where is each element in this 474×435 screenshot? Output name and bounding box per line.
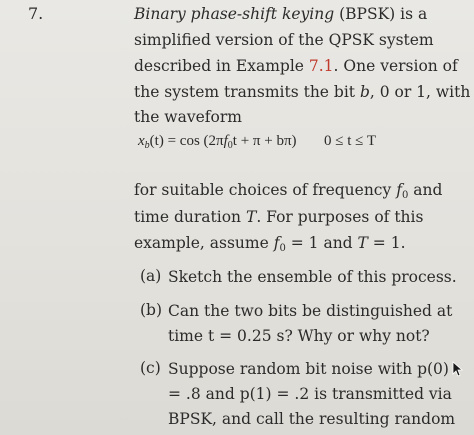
para2-line-1: for suitable choices of frequency $f_0$ and [134, 181, 443, 201]
intro-line-4: the system transmits the bit b, 0 or 1, with [134, 83, 471, 101]
bpsk-title: Binary phase-shift keying [134, 5, 335, 23]
part-c-line-2: = .8 and p(1) = .2 is transmitted via [168, 385, 452, 403]
waveform-equation: $x_b(t) = \cos (2\pi f_0t + \pi + b\pi) 0 \le t \le T$ [138, 133, 377, 151]
intro-line-3: described in Example 7.1. One version of [134, 57, 458, 75]
part-b-line-2: time t = 0.25 s? Why or why not? [168, 327, 430, 345]
part-a-label: (a) [140, 267, 162, 285]
intro-line-5: the waveform [134, 108, 242, 126]
part-a-text: Sketch the ensemble of this process. [168, 268, 457, 286]
intro-line-2: simplified version of the QPSK system [134, 31, 434, 49]
part-c-line-1: Suppose random bit noise with p(0) [168, 360, 449, 378]
part-b-label: (b) [140, 301, 163, 319]
time-range: 0 ≤ t ≤ T [324, 133, 377, 149]
part-c-line-3: BPSK, and call the resulting random [168, 410, 456, 428]
question-number: 7. [28, 4, 44, 23]
example-link[interactable]: 7.1 [308, 57, 334, 75]
para2-line-3: example, assume $f_0 = 1$ and T = 1. [134, 234, 406, 254]
para2-line-2: time duration T. For purposes of this [134, 208, 424, 226]
part-b-line-1: Can the two bits be distinguished at [168, 302, 453, 320]
intro-line-1: Binary phase-shift keying (BPSK) is a [134, 5, 428, 23]
part-c-label: (c) [140, 359, 161, 377]
